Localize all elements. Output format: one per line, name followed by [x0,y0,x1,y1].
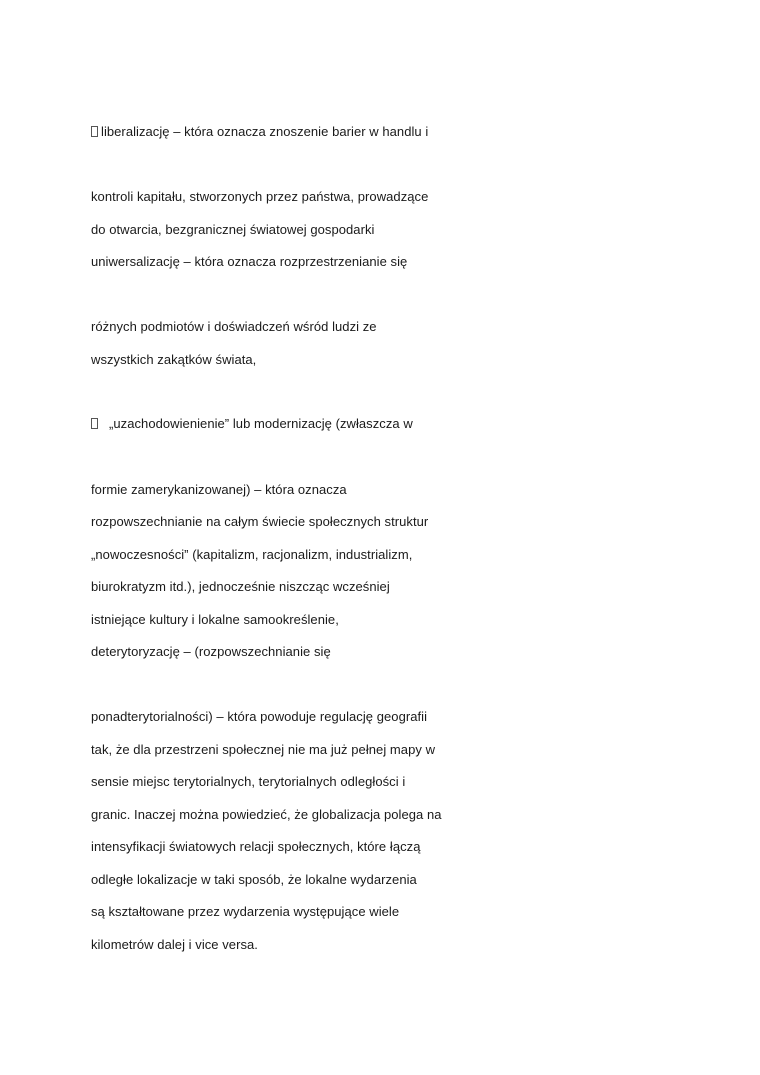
text-line: intensyfikacji światowych relacji społecznych, które łączą [91,839,421,854]
text-line: uniwersalizację – która oznacza rozprzestrzenianie się [91,254,408,269]
text-line: do otwarcia, bezgranicznej światowej gospodarki [91,222,375,237]
text-line: liberalizację – która oznacza znoszenie barier w handlu i [91,124,428,140]
text-line: „nowoczesności” (kapitalizm, racjonalizm, industrializm, [91,547,413,562]
text-line: formie zamerykanizowanej) – która oznacza [91,482,347,497]
text-line: rozpowszechnianie na całym świecie społecznych struktur [91,514,429,529]
text-line: ponadterytorialności) – która powoduje regulację geografii [91,709,428,724]
text-line: granic. Inaczej można powiedzieć, że globalizacja polega na [91,807,442,822]
text-line: różnych podmiotów i doświadczeń wśród ludzi ze [91,319,377,334]
text-line: wszystkich zakątków świata, [91,352,257,367]
text-line: deterytoryzację – (rozpowszechnianie się [91,644,331,659]
text-line: sensie miejsc terytorialnych, terytorialnych odległości i [91,774,406,789]
text-line: są kształtowane przez wydarzenia występujące wiele [91,904,400,919]
text-line: istniejące kultury i lokalne samookreślenie, [91,612,339,627]
text-line: kontroli kapitału, stworzonych przez państwa, prowadzące [91,189,429,204]
text-line: tak, że dla przestrzeni społecznej nie ma już pełnej mapy w [91,742,436,757]
missing-glyph-bullet-icon [91,418,98,429]
text-line: odległe lokalizacje w taki sposób, że lokalne wydarzenia [91,872,417,887]
text-line: biurokratyzm itd.), jednocześnie niszcząc wcześniej [91,579,390,594]
text-line: „uzachodowienienie” lub modernizację (zwłaszcza w [91,416,413,432]
text-line: kilometrów dalej i vice versa. [91,937,258,952]
missing-glyph-bullet-icon [91,126,98,137]
